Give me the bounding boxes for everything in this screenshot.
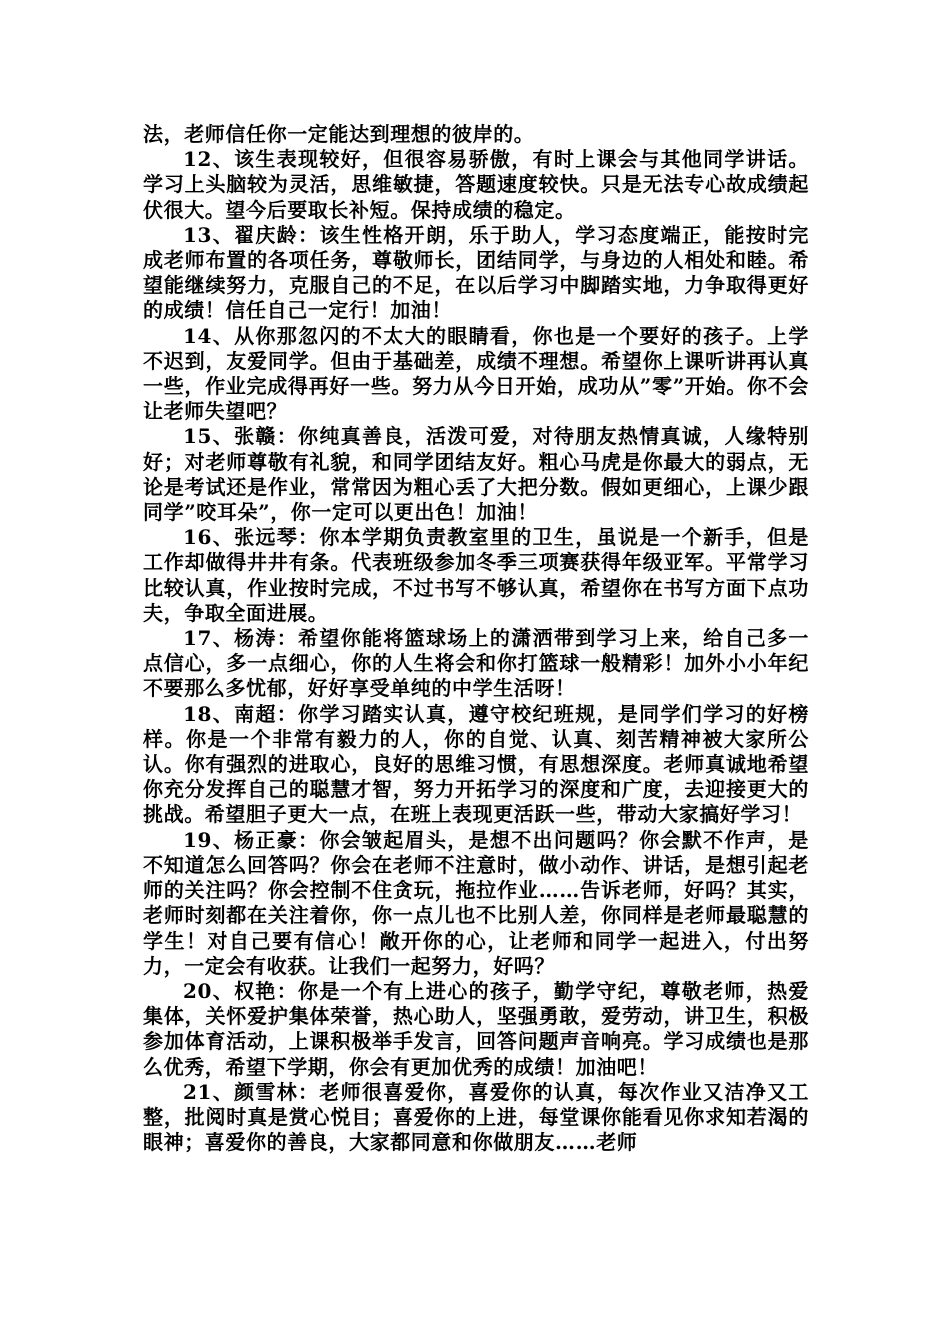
document-page — [143, 122, 809, 1155]
comment-paragraph-18: 18、南超：你学习踏实认真，遵守校纪班规，是同学们学习的好榜样。你是一个非常有毅力的人，你的自觉、认真、刻苦精神被大家所公认。你有强烈的进取心，良好的思维习惯，有思想深度。老师真诚地希望你充分发挥自己的聪慧才智，努力开拓学习的深度和广度，去迎接更大的挑战。希望胆子更大一点，在班上表现更活跃一些，带动大家搞好学习！ — [143, 701, 809, 827]
comment-paragraph-13: 13、翟庆龄：该生性格开朗，乐于助人，学习态度端正，能按时完成老师布置的各项任务，尊敬师长，团结同学，与身边的人相处和睦。希望能继续努力，克服自己的不足，在以后学习中脚踏实地，力争取得更好的成绩！信任自己一定行！加油！ — [143, 222, 809, 323]
comment-paragraph-20: 20、权艳：你是一个有上进心的孩子，勤学守纪，尊敬老师，热爱集体，关怀爱护集体荣誉，热心助人，坚强勇敢，爱劳动，讲卫生，积极参加体育活动，上课积极举手发言，回答问题声音响亮。学习成绩也是那么优秀，希望下学期，你会有更加优秀的成绩！加油吧！ — [143, 978, 809, 1079]
comment-paragraph-12: 12、该生表现较好，但很容易骄傲，有时上课会与其他同学讲话。学习上头脑较为灵活，思维敏捷，答题速度较快。只是无法专心故成绩起伏很大。望今后要取长补短。保持成绩的稳定。 — [143, 147, 809, 222]
comment-paragraph-14: 14、从你那忽闪的不太大的眼睛看，你也是一个要好的孩子。上学不迟到，友爱同学。但由于基础差，成绩不理想。希望你上课听讲再认真一些，作业完成得再好一些。努力从今日开始，成功从”零”开始。你不会让老师失望吧？ — [143, 323, 809, 424]
comment-paragraph-17: 17、杨涛：希望你能将篮球场上的潇洒带到学习上来，给自己多一点信心，多一点细心，你的人生将会和你打篮球一般精彩！加外小小年纪不要那么多忧郁，好好享受单纯的中学生活呀！ — [143, 626, 809, 701]
comment-paragraph-15: 15、张赣：你纯真善良，活泼可爱，对待朋友热情真诚，人缘特别好；对老师尊敬有礼貌，和同学团结友好。粗心马虎是你最大的弱点，无论是考试还是作业，常常因为粗心丢了大把分数。假如更细心，上课少跟同学”咬耳朵”，你一定可以更出色！加油！ — [143, 424, 809, 525]
paragraph-continuation: 法，老师信任你一定能达到理想的彼岸的。 — [143, 122, 535, 146]
comment-paragraph-19: 19、杨正豪：你会皱起眉头，是想不出问题吗？你会默不作声，是不知道怎么回答吗？你会在老师不注意时，做小动作、讲话，是想引起老师的关注吗？你会控制不住贪玩，拖拉作业……告诉老师，好吗？其实，老师时刻都在关注着你，你一点儿也不比别人差，你同样是老师最聪慧的学生！对自己要有信心！敞开你的心，让老师和同学一起进入，付出努力，一定会有收获。让我们一起努力，好吗？ — [143, 827, 809, 978]
comment-paragraph-21: 21、颜雪林：老师很喜爱你，喜爱你的认真，每次作业又洁净又工整，批阅时真是赏心悦目；喜爱你的上进，每堂课你能看见你求知若渴的眼神；喜爱你的善良，大家都同意和你做朋友……老师 — [143, 1079, 809, 1155]
comment-paragraph-16: 16、张远琴：你本学期负责教室里的卫生，虽说是一个新手，但是工作却做得井井有条。代表班级参加冬季三项赛获得年级亚军。平常学习比较认真，作业按时完成，不过书写不够认真，希望你在书写方面下点功夫，争取全面进展。 — [143, 525, 809, 625]
